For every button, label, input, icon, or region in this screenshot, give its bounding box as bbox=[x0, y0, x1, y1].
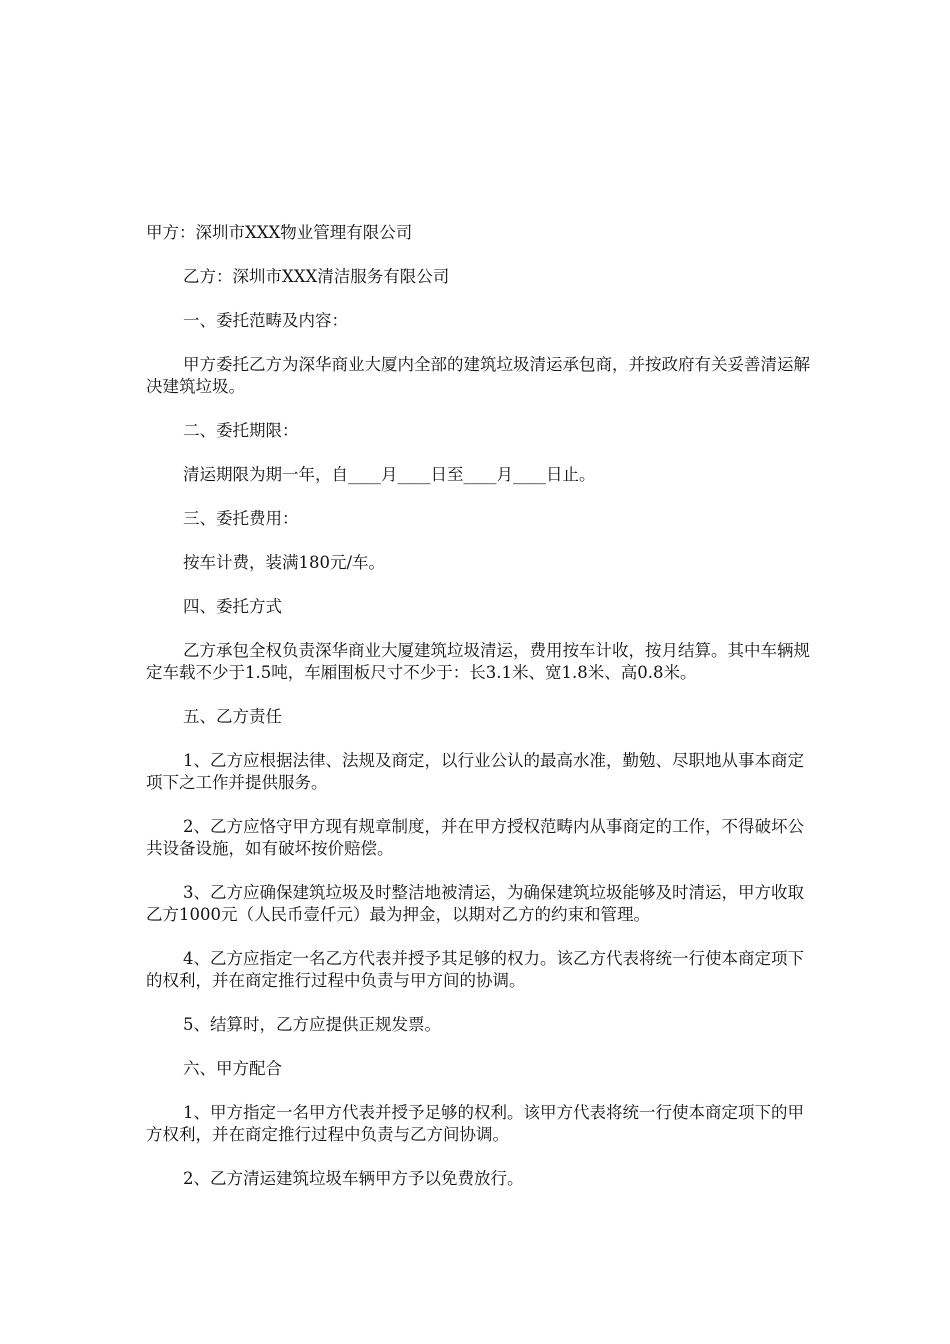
paragraph-scope: 甲方委托乙方为深华商业大厦内全部的建筑垃圾清运承包商，并按政府有关妥善清运解决建筑垃圾。 bbox=[146, 355, 810, 396]
paragraph-duty-1: 1、乙方应根据法律、法规及商定，以行业公认的最高水准，勤勉、尽职地从事本商定项下之工作并提供服务。 bbox=[146, 751, 804, 792]
document-body bbox=[146, 222, 816, 1212]
paragraph-method: 乙方承包全权负责深华商业大厦建筑垃圾清运，费用按车计收，按月结算。其中车辆规定车载不少于1.5吨，车厢围板尺寸不少于：长3.1米、宽1.8米、高0.8米。 bbox=[146, 641, 810, 682]
paragraph-duty-3: 3、乙方应确保建筑垃圾及时整洁地被清运，为确保建筑垃圾能够及时清运，甲方收取乙方1000元（人民币壹仟元）最为押金，以期对乙方的约束和管理。 bbox=[146, 883, 804, 924]
paragraph-duty-5: 5、结算时，乙方应提供正规发票。 bbox=[183, 1015, 441, 1034]
paragraph-fee: 按车计费，装满180元/车。 bbox=[183, 553, 386, 572]
section-heading-method: 四、委托方式 bbox=[183, 597, 282, 616]
party-a-line: 甲方：深圳市XXX物业管理有限公司 bbox=[146, 223, 413, 242]
section-heading-scope: 一、委托范畴及内容： bbox=[183, 311, 348, 330]
section-heading-term: 二、委托期限： bbox=[183, 421, 299, 440]
paragraph-cooperation-1: 1、甲方指定一名甲方代表并授予足够的权利。该甲方代表将统一行使本商定项下的甲方权利，并在商定推行过程中负责与乙方间协调。 bbox=[146, 1103, 804, 1144]
section-heading-fee: 三、委托费用： bbox=[183, 509, 299, 528]
section-heading-party-b-duties: 五、乙方责任 bbox=[183, 707, 282, 726]
party-b-line: 乙方：深圳市XXX清洁服务有限公司 bbox=[183, 267, 450, 286]
paragraph-term: 清运期限为期一年，自____月____日至____月____日止。 bbox=[183, 465, 596, 484]
paragraph-duty-2: 2、乙方应恪守甲方现有规章制度，并在甲方授权范畴内从事商定的工作，不得破坏公共设备设施，如有破坏按价赔偿。 bbox=[146, 817, 804, 858]
paragraph-cooperation-2: 2、乙方清运建筑垃圾车辆甲方予以免费放行。 bbox=[183, 1169, 524, 1188]
section-heading-party-a-cooperation: 六、甲方配合 bbox=[183, 1059, 282, 1078]
paragraph-duty-4: 4、乙方应指定一名乙方代表并授予其足够的权力。该乙方代表将统一行使本商定项下的权利，并在商定推行过程中负责与甲方间的协调。 bbox=[146, 949, 804, 990]
